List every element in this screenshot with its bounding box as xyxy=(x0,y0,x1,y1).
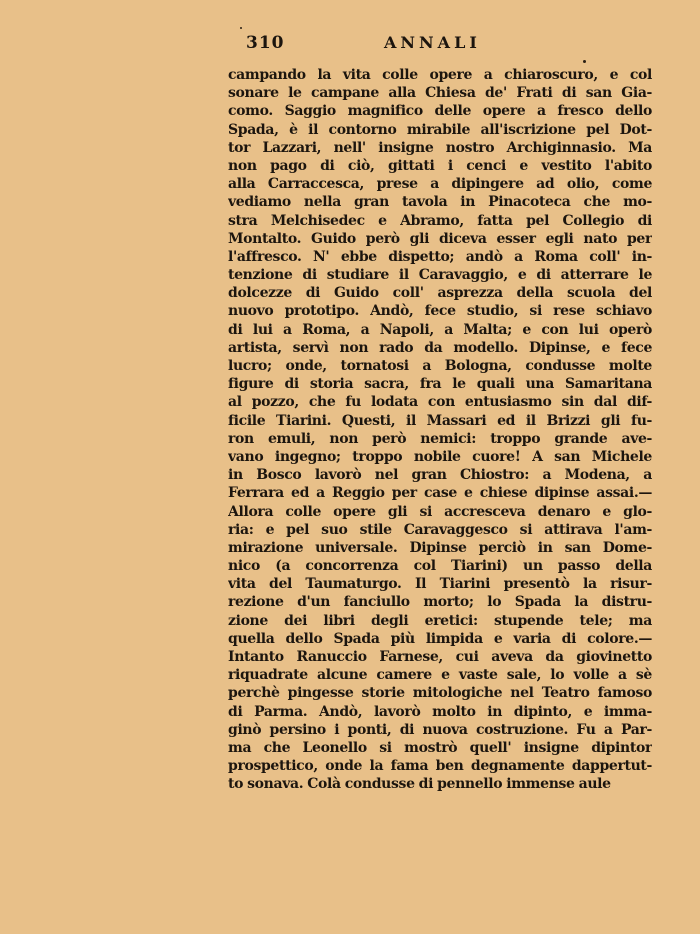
text-line: dolcezze di Guido coll' asprezza della scuola del xyxy=(228,285,652,302)
text-line: mirazione universale. Dipinse perciò in san Dome- xyxy=(228,539,652,556)
text-line: rezione d'un fanciullo morto; lo Spada la distru- xyxy=(228,594,652,611)
text-line: ficile Tiarini. Questi, il Massari ed il Brizzi gli fu- xyxy=(228,412,652,429)
text-line: tor Lazzari, nell' insigne nostro Archiginnasio. Ma xyxy=(228,139,652,156)
text-line: Allora colle opere gli si accresceva denaro e glo- xyxy=(228,503,652,520)
text-line: al pozzo, che fu lodata con entusiasmo sin dal dif- xyxy=(228,394,652,411)
text-line: di lui a Roma, a Napoli, a Malta; e con lui operò xyxy=(228,321,652,338)
text-line: vediamo nella gran tavola in Pinacoteca che mo- xyxy=(228,194,652,211)
ink-speck xyxy=(583,60,586,63)
text-line: campando la vita colle opere a chiaroscuro, e col xyxy=(228,67,652,83)
text-line: vita del Taumaturgo. Il Tiarini presentò la risur- xyxy=(228,576,652,593)
text-line: stra Melchisedec e Abramo, fatta pel Collegio di xyxy=(228,212,652,229)
text-line: ma che Leonello si mostrò quell' insigne dipintor xyxy=(228,739,652,756)
text-line: sonare le campane alla Chiesa de' Frati di san Gia- xyxy=(228,85,652,102)
text-line: Ferrara ed a Reggio per case e chiese dipinse assai.— xyxy=(228,485,652,502)
text-line: Intanto Ranuccio Farnese, cui aveva da giovinetto xyxy=(228,649,652,665)
text-line: quella dello Spada più limpida e varia di colore.— xyxy=(228,630,652,647)
text-line: non pago di ciò, gittati i cenci e vestito l'abito xyxy=(228,157,652,174)
text-line: tenzione di studiare il Caravaggio, e di atterrare le xyxy=(228,267,652,284)
body-text xyxy=(228,66,652,794)
text-line: ron emuli, non però nemici: troppo grande ave- xyxy=(228,430,652,447)
text-line: ginò persino i ponti, di nuova costruzione. Fu a Par- xyxy=(228,721,652,738)
running-head: ANNALI xyxy=(384,33,481,52)
text-line: Montalto. Guido però gli diceva esser egli nato per xyxy=(228,230,652,247)
text-line: ria: e pel suo stile Caravaggesco si attirava l'am- xyxy=(228,521,652,538)
text-line: como. Saggio magnifico delle opere a fresco dello xyxy=(228,103,652,120)
text-line: in Bosco lavorò nel gran Chiostro: a Modena, a xyxy=(228,467,652,484)
text-line: figure di storia sacra, fra le quali una Samaritana xyxy=(228,376,652,393)
text-line: to sonava. Colà condusse di pennello immense aule xyxy=(228,776,611,793)
text-line: nuovo prototipo. Andò, fece studio, si rese schiavo xyxy=(228,303,652,320)
text-line: l'affresco. N' ebbe dispetto; andò a Roma coll' in- xyxy=(228,248,652,265)
text-line: alla Carraccesca, prese a dipingere ad olio, come xyxy=(228,176,652,193)
text-line: artista, servì non rado da modello. Dipinse, e fece xyxy=(228,339,652,356)
text-line: di Parma. Andò, lavorò molto in dipinto, e imma- xyxy=(228,703,652,720)
text-line: perchè pingesse storie mitologiche nel Teatro famoso xyxy=(228,685,652,702)
text-line: nico (a concorrenza col Tiarini) un passo della xyxy=(228,558,652,575)
ink-speck xyxy=(240,27,242,29)
text-line: vano ingegno; troppo nobile cuore! A san Michele xyxy=(228,448,652,465)
text-line: lucro; onde, tornatosi a Bologna, condusse molte xyxy=(228,358,652,374)
text-line: zione dei libri degli eretici: stupende tele; ma xyxy=(228,612,652,629)
page-number: 310 xyxy=(246,33,285,53)
page-header xyxy=(228,33,652,57)
text-line: Spada, è il contorno mirabile all'iscrizione pel Dot- xyxy=(228,121,652,138)
text-line: prospettico, onde la fama ben degnamente dappertut- xyxy=(228,758,652,775)
text-line: riquadrate alcune camere e vaste sale, lo volle a sè xyxy=(228,667,652,684)
